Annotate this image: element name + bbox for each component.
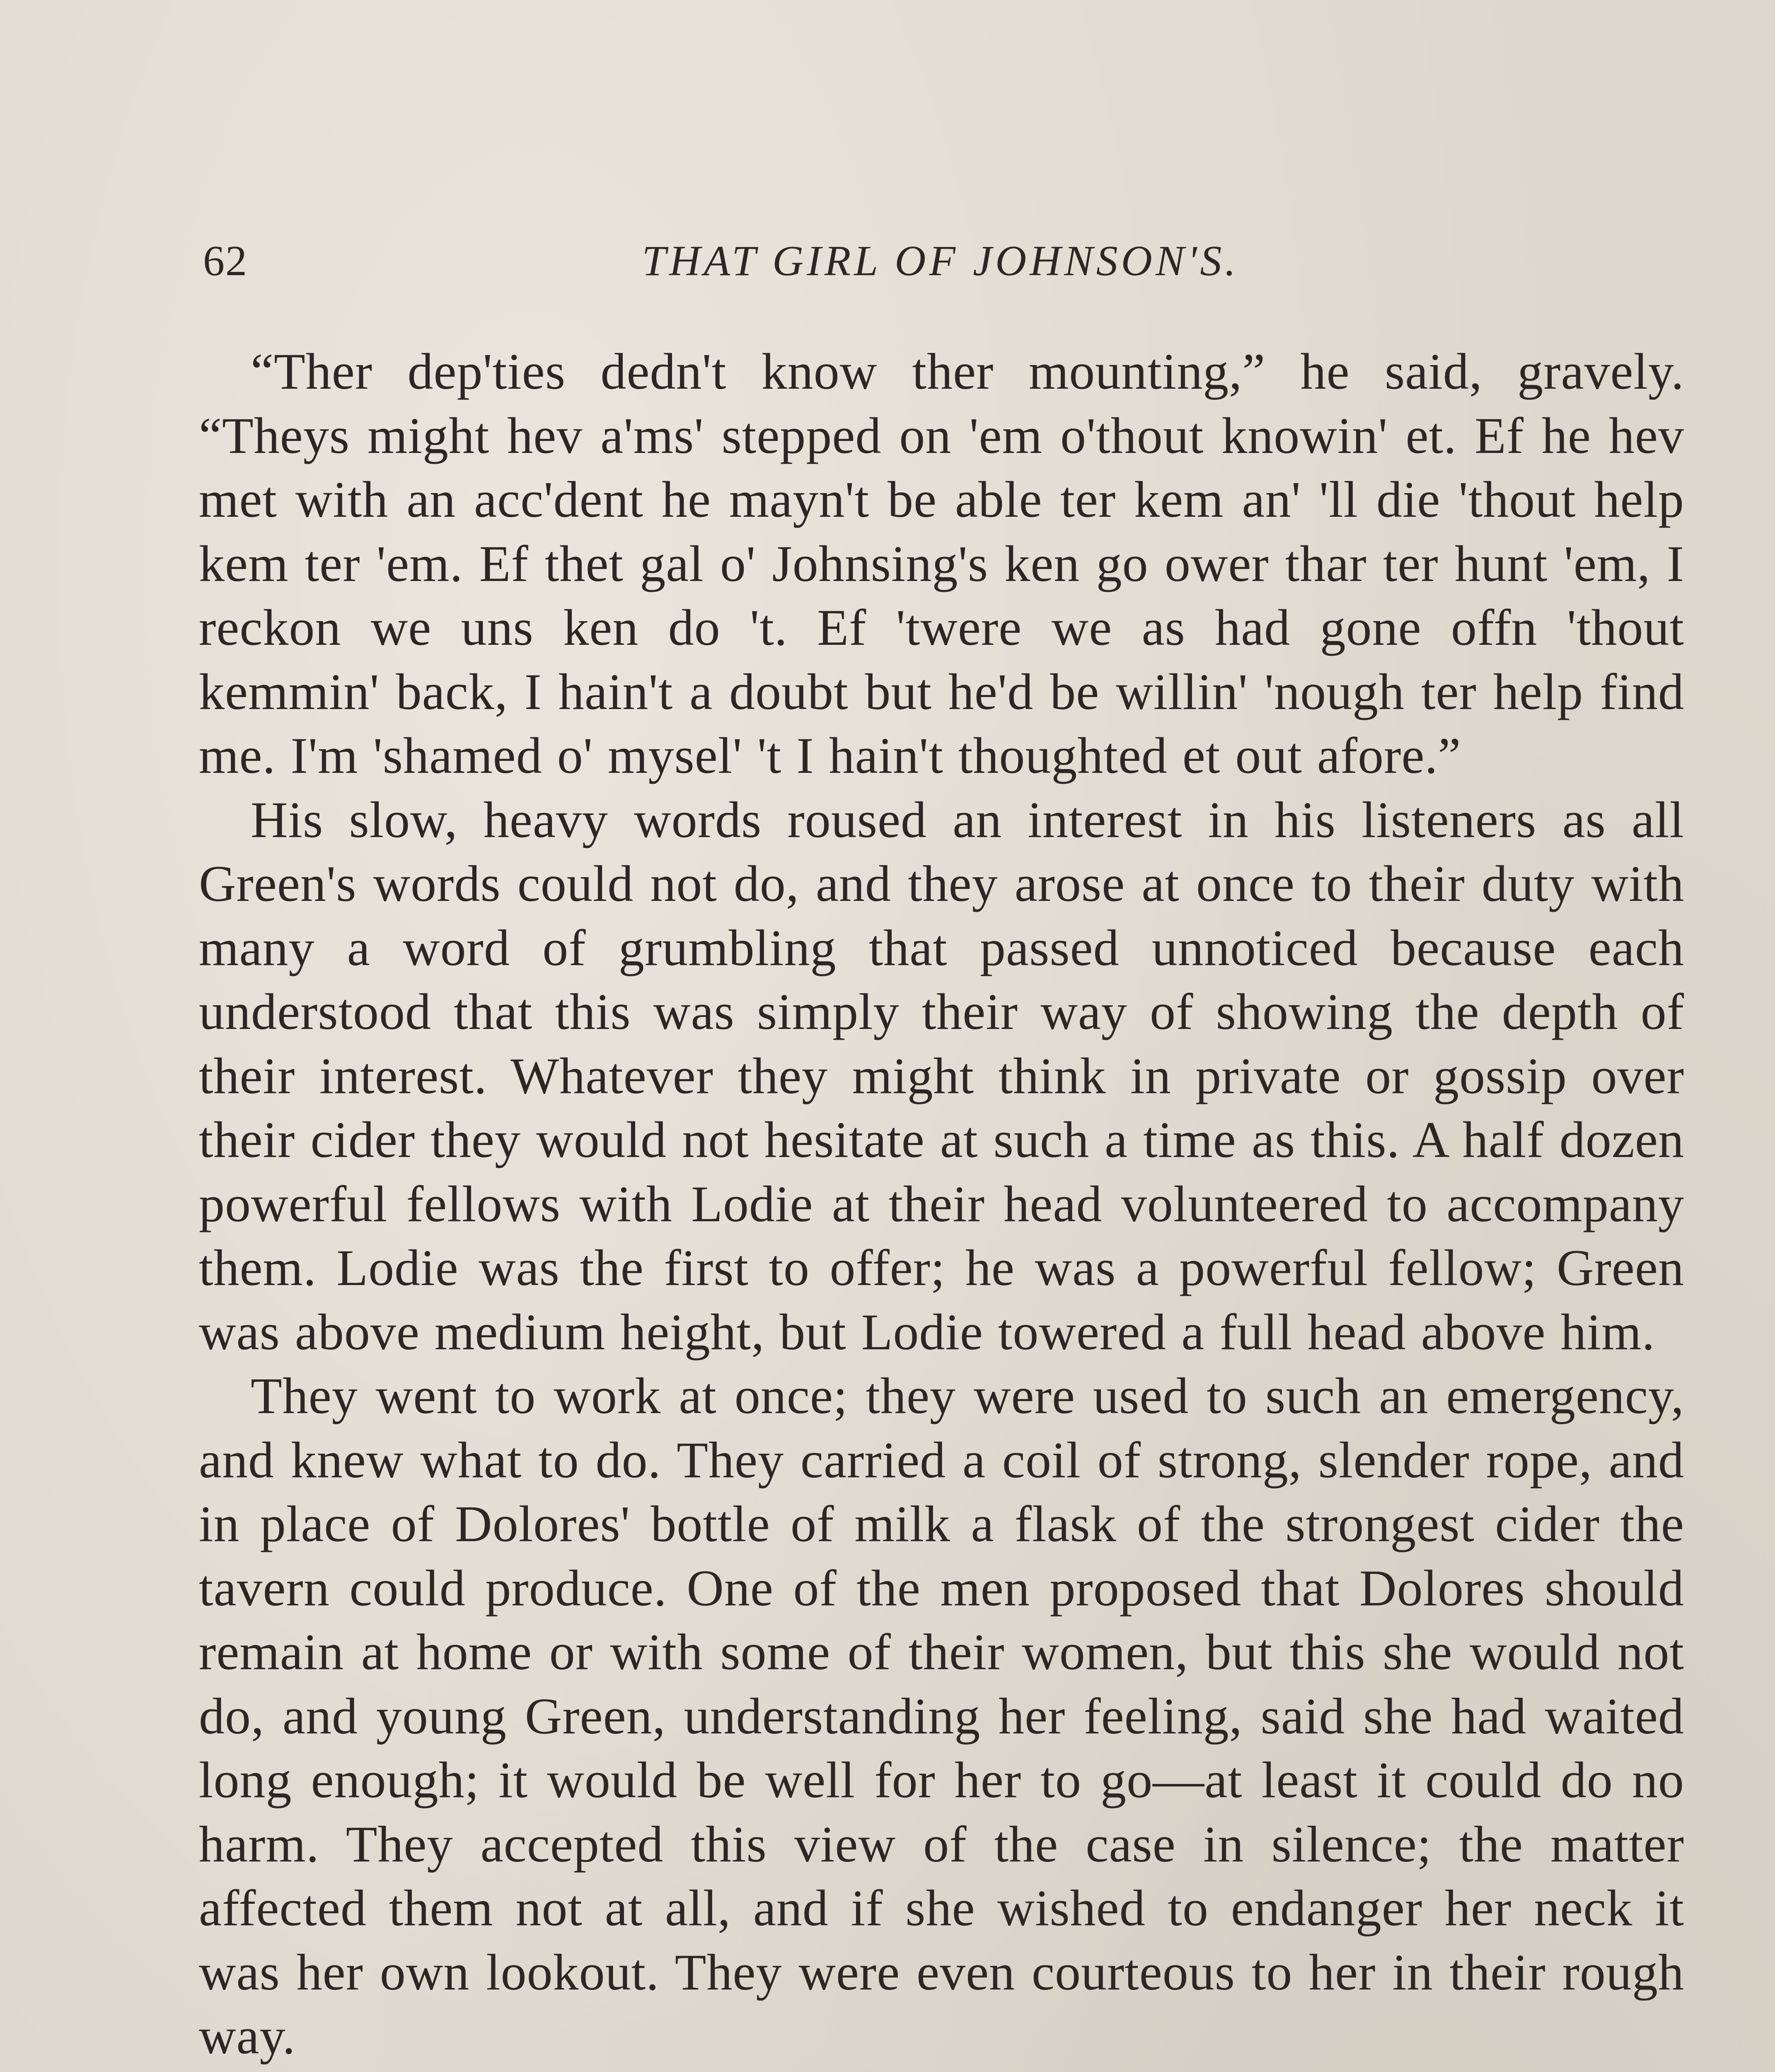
paragraph-4 [199,2069,1684,2072]
paragraph-2: His slow, heavy words roused an interest in his listeners as all Green's words could not do, and they arose at once to their duty with many a word of grumbling that passed unnoticed because each understood that this was simply their way of showing the depth of their interest. Whatever they might think in private or gossip over their cider they would not hesitate at such a time as this. A half dozen powerful fellows with Lodie at their head volunteered to accompany them. Lodie was the first to offer; he was a powerful fellow; Green was above medium height, but Lodie towered a full head above him. [199,791,1684,1360]
paragraph-1: “Ther dep'ties dedn't know ther mounting,” he said, gravely. “Theys might hev a'ms' stepped on 'em o'thout knowin' et. Ef he hev met with an acc'dent he mayn't be able ter kem an' 'll die 'thout help kem ter 'em. Ef thet gal o' Johnsing's ken go ower thar ter hunt 'em, I reckon we uns ken do 't. Ef 'twere we as had gone offn 'thout kemmin' back, I hain't a doubt but he'd be willin' 'nough ter help find me. I'm 'shamed o' mysel' 't I hain't thoughted et out afore.” [199,343,1684,784]
body-text [199,340,1684,2072]
page-number: 62 [203,237,248,285]
running-title: THAT GIRL OF JOHNSON'S. [642,237,1239,285]
paragraph-3: They went to work at once; they were used to such an emergency, and knew what to do. They carried a coil of strong, slender rope, and in place of Dolores' bottle of milk a flask of the strongest cider the tavern could produce. One of the men proposed that Dolores should remain at home or with some of their women, but this she would not do, and young Green, understanding her feeling, said she had waited long enough; it would be well for her to go—at least it could do no harm. They accepted this view of the case in silence; the matter affected them not at all, and if she wished to endanger her neck it was her own lookout. They were even courteous to her in their rough way. [199,1368,1684,2065]
running-head [203,232,1678,290]
